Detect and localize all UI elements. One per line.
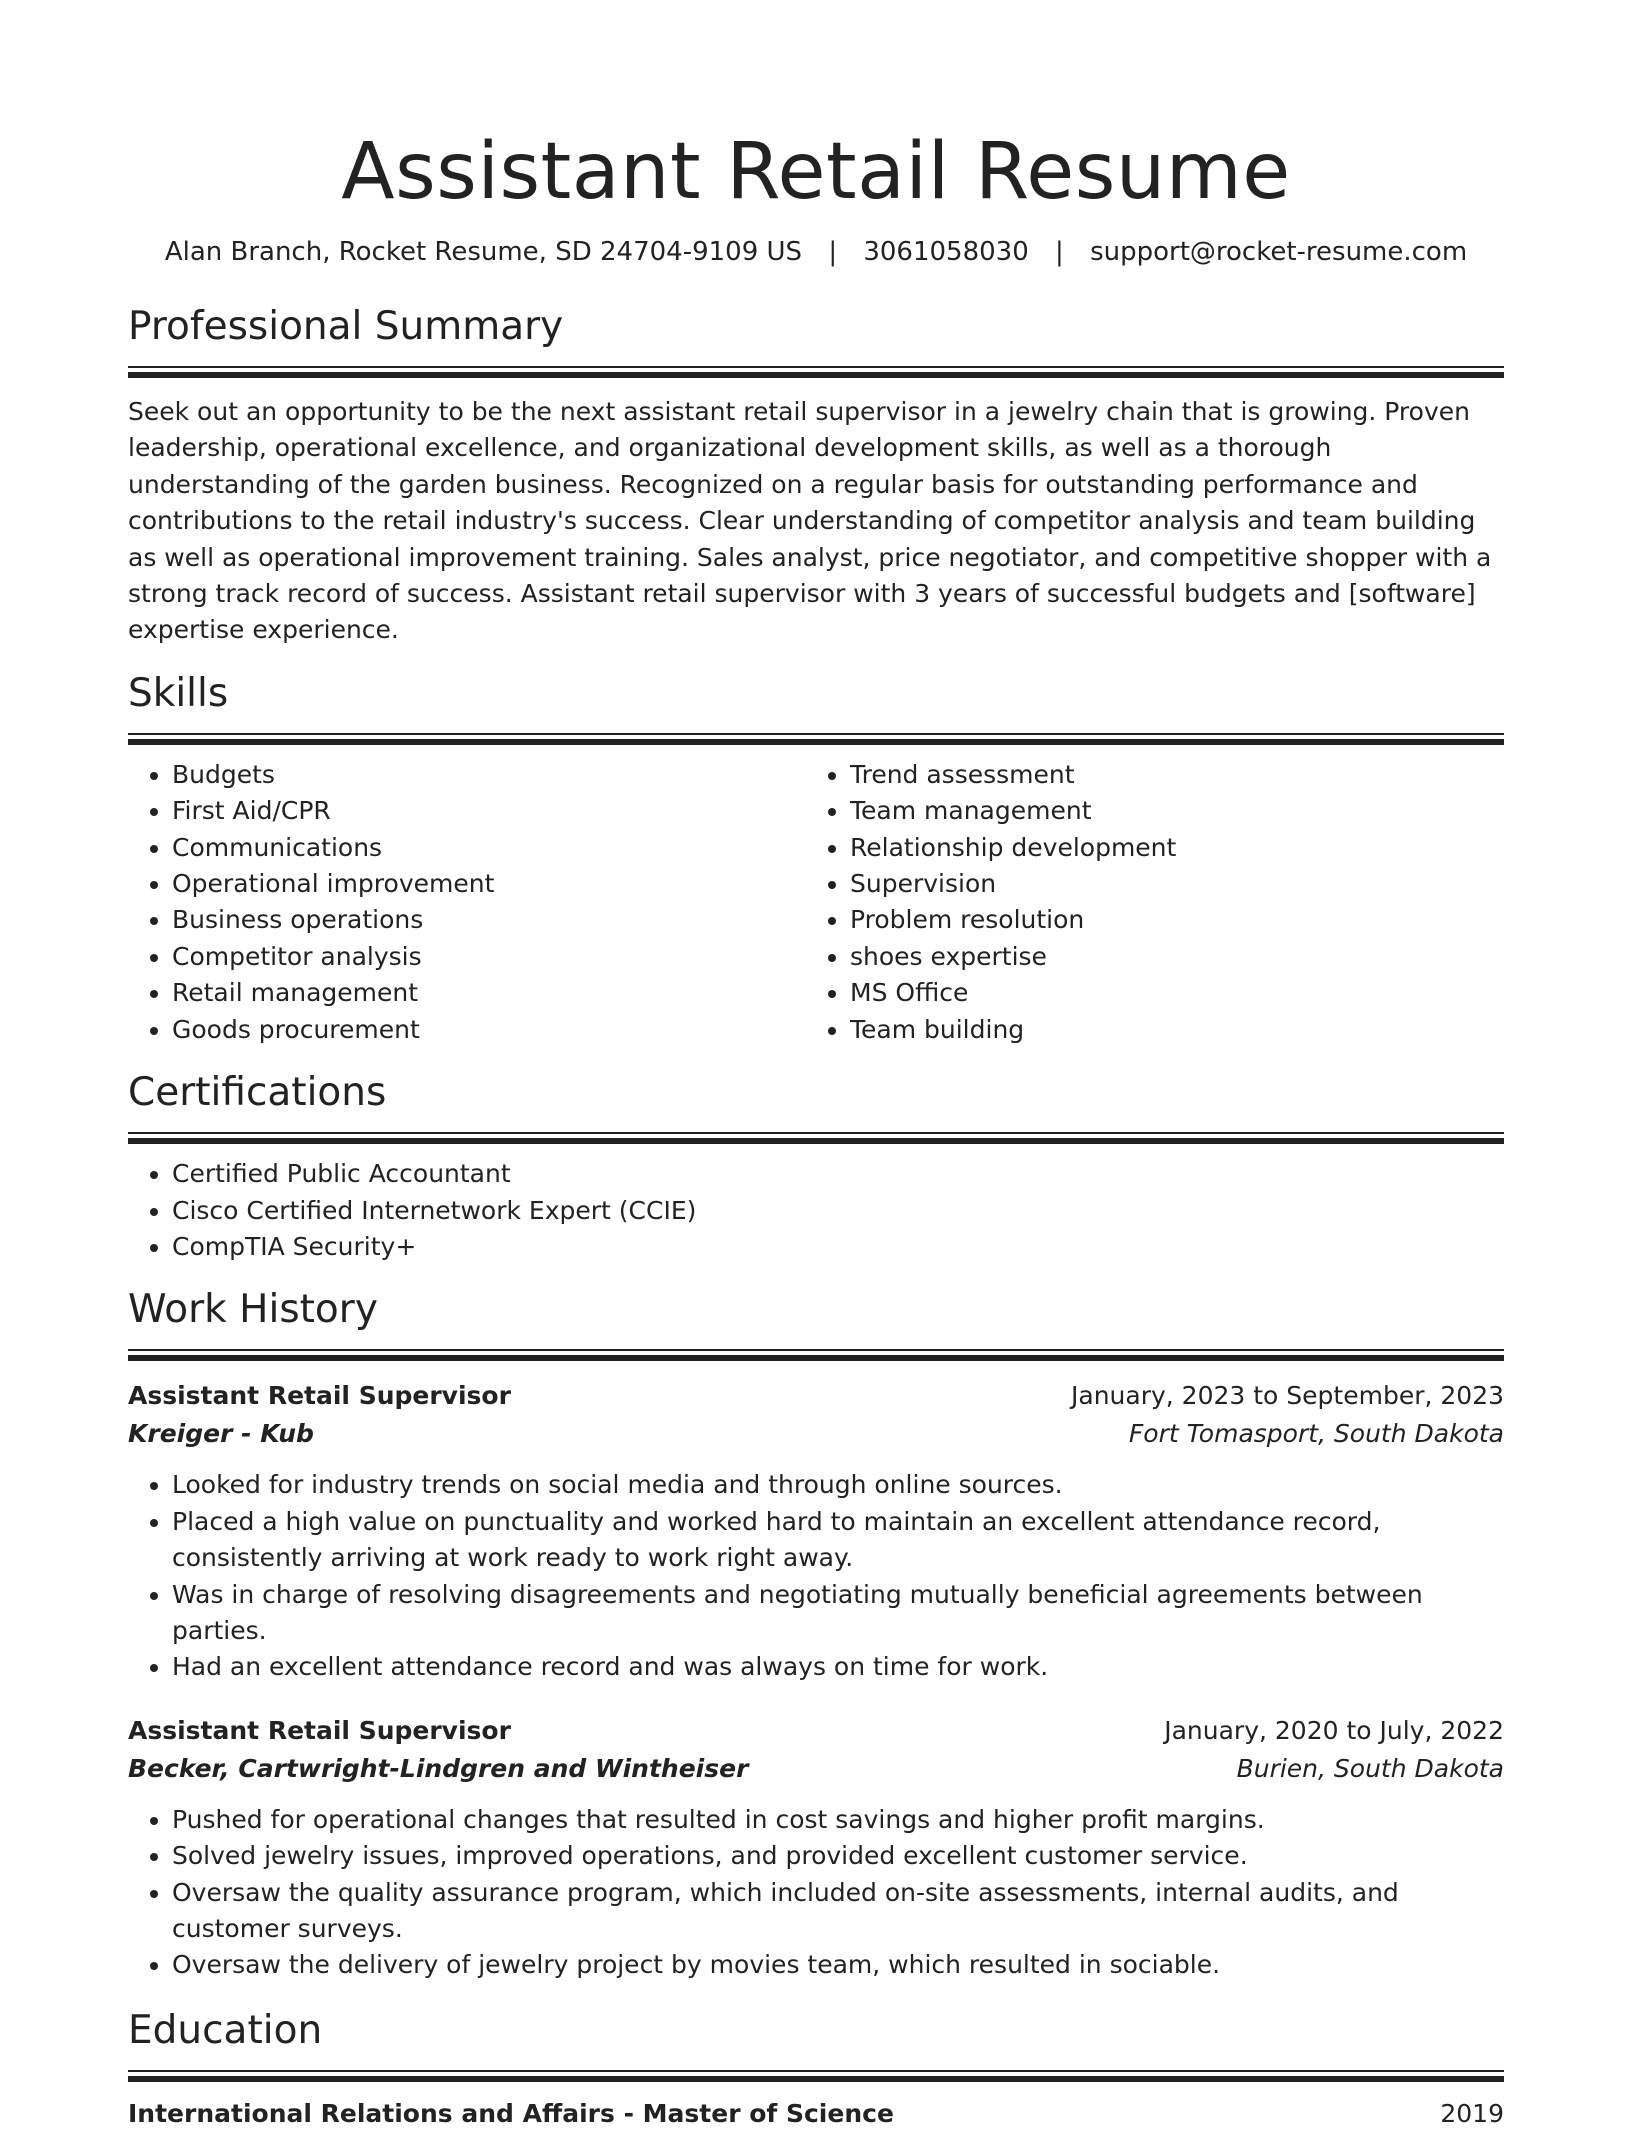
contact-separator: | bbox=[828, 237, 838, 267]
section-heading-work-history: Work History bbox=[128, 1287, 378, 1333]
job-bullet: • Solved jewelry issues, improved operations, and provided excellent customer service. bbox=[172, 1838, 1504, 1874]
section-divider bbox=[128, 2070, 1504, 2082]
skills-columns bbox=[128, 757, 1504, 1048]
job-bullet: • Oversaw the quality assurance program, which included on-site assessments, internal audits, and customer surveys. bbox=[172, 1875, 1504, 1948]
education-degree: International Relations and Affairs - Master of Science bbox=[128, 2098, 894, 2128]
job-entry bbox=[128, 1377, 1504, 1685]
section-divider bbox=[128, 366, 1504, 378]
job-location: Fort Tomasport, South Dakota bbox=[1128, 1419, 1504, 1449]
skill-item: • shoes expertise bbox=[850, 939, 1484, 975]
skill-item: • Trend assessment bbox=[850, 757, 1484, 793]
contact-line bbox=[128, 234, 1504, 270]
skills-column-left bbox=[128, 757, 806, 1048]
section-heading-summary: Professional Summary bbox=[128, 304, 564, 349]
work-history-section bbox=[128, 1285, 1504, 1983]
skill-item: • Retail management bbox=[172, 975, 806, 1011]
job-company: Becker, Cartwright-Lindgren and Wintheiser bbox=[128, 1753, 749, 1783]
certification-item: • Certified Public Accountant bbox=[172, 1156, 1504, 1192]
job-bullet: • Oversaw the delivery of jewelry project by movies team, which resulted in sociable. bbox=[172, 1947, 1504, 1983]
resume-page bbox=[128, 0, 1504, 2132]
skill-item: • Team building bbox=[850, 1012, 1484, 1048]
skill-item: • Problem resolution bbox=[850, 902, 1484, 938]
job-company: Kreiger - Kub bbox=[128, 1419, 314, 1449]
skill-item: • First Aid/CPR bbox=[172, 793, 806, 829]
skill-item: • Relationship development bbox=[850, 830, 1484, 866]
section-heading-education: Education bbox=[128, 2007, 323, 2053]
skill-item: • Team management bbox=[850, 793, 1484, 829]
certification-item: • Cisco Certified Internetwork Expert (CCIE) bbox=[172, 1193, 1504, 1229]
contact-phone: 3061058030 bbox=[863, 237, 1029, 267]
certification-item: • CompTIA Security+ bbox=[172, 1229, 1504, 1265]
section-divider bbox=[128, 1132, 1504, 1144]
skills-section bbox=[128, 669, 1504, 1048]
skill-item: • Communications bbox=[172, 830, 806, 866]
education-section bbox=[128, 2006, 1504, 2132]
summary-text: Seek out an opportunity to be the next assistant retail supervisor in a jewelry chain that is growing. Proven leadership, operational excellence, and organizational development skills, as well as a thorough understanding of the garden business. Recognized on a regular basis for outstanding performance and contributions to the retail industry's success. Clear understanding of competitor analysis and team building as well as operational improvement training. Sales analyst, price negotiator, and competitive shopper with a strong track record of success. Assistant retail supervisor with 3 years of successful budgets and [software] expertise experience. bbox=[128, 397, 1492, 645]
job-location: Burien, South Dakota bbox=[1236, 1753, 1504, 1783]
section-divider bbox=[128, 1349, 1504, 1361]
job-bullet: • Was in charge of resolving disagreements and negotiating mutually beneficial agreements between parties. bbox=[172, 1577, 1504, 1650]
skill-item: • Goods procurement bbox=[172, 1012, 806, 1048]
section-heading-certifications: Certifications bbox=[128, 1070, 387, 1116]
skill-item: • MS Office bbox=[850, 975, 1484, 1011]
job-title: Assistant Retail Supervisor bbox=[128, 1381, 511, 1411]
job-bullet: • Looked for industry trends on social media and through online sources. bbox=[172, 1467, 1504, 1503]
job-dates: January, 2023 to September, 2023 bbox=[1071, 1381, 1504, 1411]
job-bullet: • Had an excellent attendance record and was always on time for work. bbox=[172, 1649, 1504, 1685]
contact-email: support@rocket-resume.com bbox=[1090, 237, 1468, 267]
job-dates: January, 2020 to July, 2022 bbox=[1164, 1715, 1504, 1745]
education-entry bbox=[128, 2096, 1504, 2132]
skill-item: • Budgets bbox=[172, 757, 806, 793]
section-heading-skills: Skills bbox=[128, 670, 229, 716]
skills-column-right bbox=[806, 757, 1484, 1048]
skill-item: • Operational improvement bbox=[172, 866, 806, 902]
certifications-section bbox=[128, 1068, 1504, 1265]
job-title: Assistant Retail Supervisor bbox=[128, 1715, 511, 1745]
summary-section bbox=[128, 302, 1504, 649]
section-divider bbox=[128, 733, 1504, 745]
job-entry bbox=[128, 1712, 1504, 1984]
contact-separator: | bbox=[1055, 237, 1064, 267]
skill-item: • Supervision bbox=[850, 866, 1484, 902]
education-year: 2019 bbox=[1440, 2098, 1504, 2128]
skill-item: • Business operations bbox=[172, 902, 806, 938]
job-bullet: • Pushed for operational changes that resulted in cost savings and higher profit margins. bbox=[172, 1802, 1504, 1838]
skill-item: • Competitor analysis bbox=[172, 939, 806, 975]
contact-address: Alan Branch, Rocket Resume, SD 24704-9109 US bbox=[164, 237, 803, 267]
job-bullet: • Placed a high value on punctuality and worked hard to maintain an excellent attendance record, consistently arriving at work ready to work right away. bbox=[172, 1504, 1504, 1577]
resume-title: Assistant Retail Resume bbox=[341, 127, 1291, 217]
